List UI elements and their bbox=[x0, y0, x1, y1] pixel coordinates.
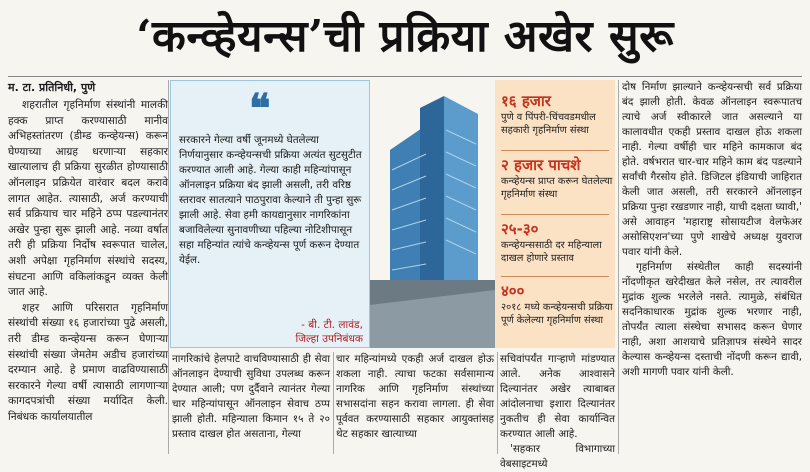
article-paragraph-5: सचिवांपर्यंत गाऱ्हाणे मांडण्यात आले. अनेक आश्वासने दिल्यानंतर अखेर त्याबाबत आंदोलनाचा इशारा दिल्यानंतर नुकतीच ही सेवा कार्यान्वित करण्यात आली आहे. bbox=[500, 353, 615, 440]
stat-item bbox=[495, 220, 615, 265]
quote-signature bbox=[296, 318, 363, 346]
stat-description: कन्व्हेयन्ससाठी दर महिन्याला दाखल होणारे प्रस्ताव bbox=[501, 240, 602, 264]
article-paragraph-4: चार महिन्यांमध्ये एकही अर्ज दाखल होऊ शकला नाही. त्याचा फटका सर्वसामान्य नागरिक आणि गृहनिर्माण संस्थांच्या सभासदांना सहन करावा लागला. ही सेवा पूर्ववत करण्यासाठी सहकार आयुक्तांसह थेट सहकार खात्याच्या bbox=[336, 353, 494, 440]
stat-description: २०१८ मध्ये कन्व्हेयन्सची प्रक्रिया पूर्ण केलेल्या गृहनिर्माण संस्था bbox=[501, 302, 613, 326]
column-divider bbox=[333, 352, 334, 454]
stat-divider bbox=[501, 150, 609, 151]
article-paragraph-7: दोष निर्माण झाल्याने कन्व्हेयन्सची सर्व प्रक्रिया बंद झाली होती. केवळ ऑनलाइन स्वरूपातच त्याचे अर्ज स्वीकारले जात असल्याने या कालावधीत एकही प्रस्ताव दाखल होऊ शकला नाही. गेल्या वर्षीही चार महिने कामकाज बंद होते. वर्षभरात चार-चार महिने काम बंद पडल्याने सर्वांची गैरसोय होते. डिजिटल इंडियाची जाहिरात केली जात असली, तरी सरकारने ऑनलाइन प्रक्रिया पुन्हा रखडणार नाही, याची दक्षता घ्यावी,' असे आवाहन 'महाराष्ट्र सोसायटीज वेलफेअर असोसिएशन'च्या पुणे शाखेचे अध्यक्ष युवराज पवार यांनी केले. bbox=[622, 81, 802, 258]
quote-author: - बी. टी. लावंड, bbox=[301, 319, 363, 331]
headline-rule bbox=[8, 76, 802, 77]
article-paragraph-3: नागरिकांचे हेलपाटे वाचविण्यासाठी ही सेवा ऑनलाइन देण्याची सुविधा उपलब्ध करून देण्यात आली; पण दुर्दैवाने त्यानंतर गेल्या चार महिन्यांपासून ऑनलाइन सेवाच ठप्प झाली होती. महिन्याला किमान १५ ते २० प्रस्ताव दाखल होत असताना, गेल्या bbox=[172, 353, 330, 440]
stat-item bbox=[495, 282, 615, 327]
stat-item bbox=[495, 92, 615, 137]
column-divider bbox=[618, 80, 619, 454]
article-paragraph-2: शहर आणि परिसरात गृहनिर्माण संस्थांची संख्या १६ हजारांच्या पुढे असली, तरी डीम्ड कन्व्हेयन्स करून घेणाऱ्या संस्थांची संख्या जेमतेम अडीच हजारांच्या दरम्यान आहे. हे प्रमाण वाढविण्यासाठी सरकारने गेल्या वर्षी त्यासाठी लागणाऱ्या कागदपत्रांची संख्या मर्यादित केली. निबंधक कार्यालयातील bbox=[8, 301, 168, 423]
stat-number: २५-३० bbox=[501, 220, 539, 238]
stat-divider bbox=[501, 214, 609, 215]
article-column-right bbox=[622, 80, 802, 454]
quote-box bbox=[170, 80, 370, 348]
article-paragraph-1: शहरातील गृहनिर्माण संस्थांनी मालकी हक्क प्राप्त करण्यासाठी मानीव अभिहस्तांतरण (डीम्ड कन्व्हेयन्स) करून घेण्याच्या आग्रह धरणाऱ्या सहकार खात्यालाच ही प्रक्रिया सुरळीत होण्यासाठी ऑनलाइन प्रक्रियेत वारंवार बदल करावे लागत आहेत. त्यासाठी, अर्ज करण्याची सर्व प्रक्रियाच चार महिने ठप्प पडल्यानंतर अखेर पुन्हा सुरू झाली आहे. नव्या वर्षात तरी ही प्रक्रिया निर्दोष स्वरूपात चालेल, अशी अपेक्षा गृहनिर्माण संस्थांचे सदस्य, संघटना आणि वकिलांकडून व्यक्त केली जात आहे. bbox=[8, 99, 168, 299]
article-column-bottom-2 bbox=[336, 352, 494, 456]
building-illustration bbox=[370, 80, 495, 348]
headline: ‘कन्व्हेयन्स’ची प्रक्रिया अखेर सुरू bbox=[136, 11, 674, 62]
article-paragraph-6: 'सहकार विभागाच्या वेबसाइटमध्ये bbox=[500, 443, 615, 470]
stat-number: २ हजार पाचशे bbox=[501, 156, 581, 174]
stat-number: १६ हजार bbox=[501, 92, 551, 110]
quote-role: जिल्हा उपनिबंधक bbox=[295, 333, 363, 345]
quote-mark-icon: ❝ bbox=[249, 85, 271, 132]
article-column-bottom-3 bbox=[500, 352, 615, 470]
column-divider bbox=[168, 80, 169, 454]
article-column-bottom-1 bbox=[172, 352, 330, 456]
byline: म. टा. प्रतिनिधी, पुणे bbox=[8, 81, 96, 94]
quote-text: सरकारने गेल्या वर्षी जूनमध्ये घेतलेल्या निर्णयानुसार कन्व्हेयन्सची प्रक्रिया अत्यंत सुटसुटीत करण्यात आली आहे. गेल्या काही महिन्यांपासून ऑनलाइन प्रक्रिया बंद झाली असली, तरी वरिष्ठ स्तरावर सातत्याने पाठपुरावा केल्याने ती पुन्हा सुरू झाली आहे. सेवा हमी कायद्यानुसार नागरिकांना बजाविलेल्या सुनावणीच्या पहिल्या नोटिशीपासून सहा महिन्यांत त्यांचे कन्व्हेयन्स पूर्ण करून देण्यात येईल. bbox=[179, 134, 362, 266]
column-divider bbox=[497, 352, 498, 454]
stats-panel bbox=[495, 80, 615, 348]
stat-item bbox=[495, 156, 615, 201]
stat-divider bbox=[501, 276, 609, 277]
stat-description: कन्व्हेयन्स प्राप्त करून घेतलेल्या गृहनिर्माण संस्था bbox=[501, 176, 613, 200]
stat-description: पुणे व पिंपरी-चिंचवडमधील सहकारी गृहनिर्माण संस्था bbox=[501, 112, 596, 136]
article-paragraph-8: गृहनिर्माण संस्थेतील काही सदस्यांनी नोंदणीकृत खरेदीखत केले नसेल, तर त्यावरील मुद्रांक शुल्क भरलेले नसते. त्यामुळे, संबंधित सदनिकाधारक मुद्रांक शुल्क भरणार नाही, तोपर्यंत त्याला संस्थेचा सभासद करून घेणार नाही, अशा आशयाचे प्रतिज्ञापत्र संस्थेने सादर केल्यास कन्व्हेयन्स दस्ताची नोंदणी करून द्यावी, अशी मागणी पवार यांनी केली. bbox=[622, 261, 802, 378]
stat-number: ४०० bbox=[501, 282, 525, 300]
article-column-left bbox=[8, 98, 168, 454]
